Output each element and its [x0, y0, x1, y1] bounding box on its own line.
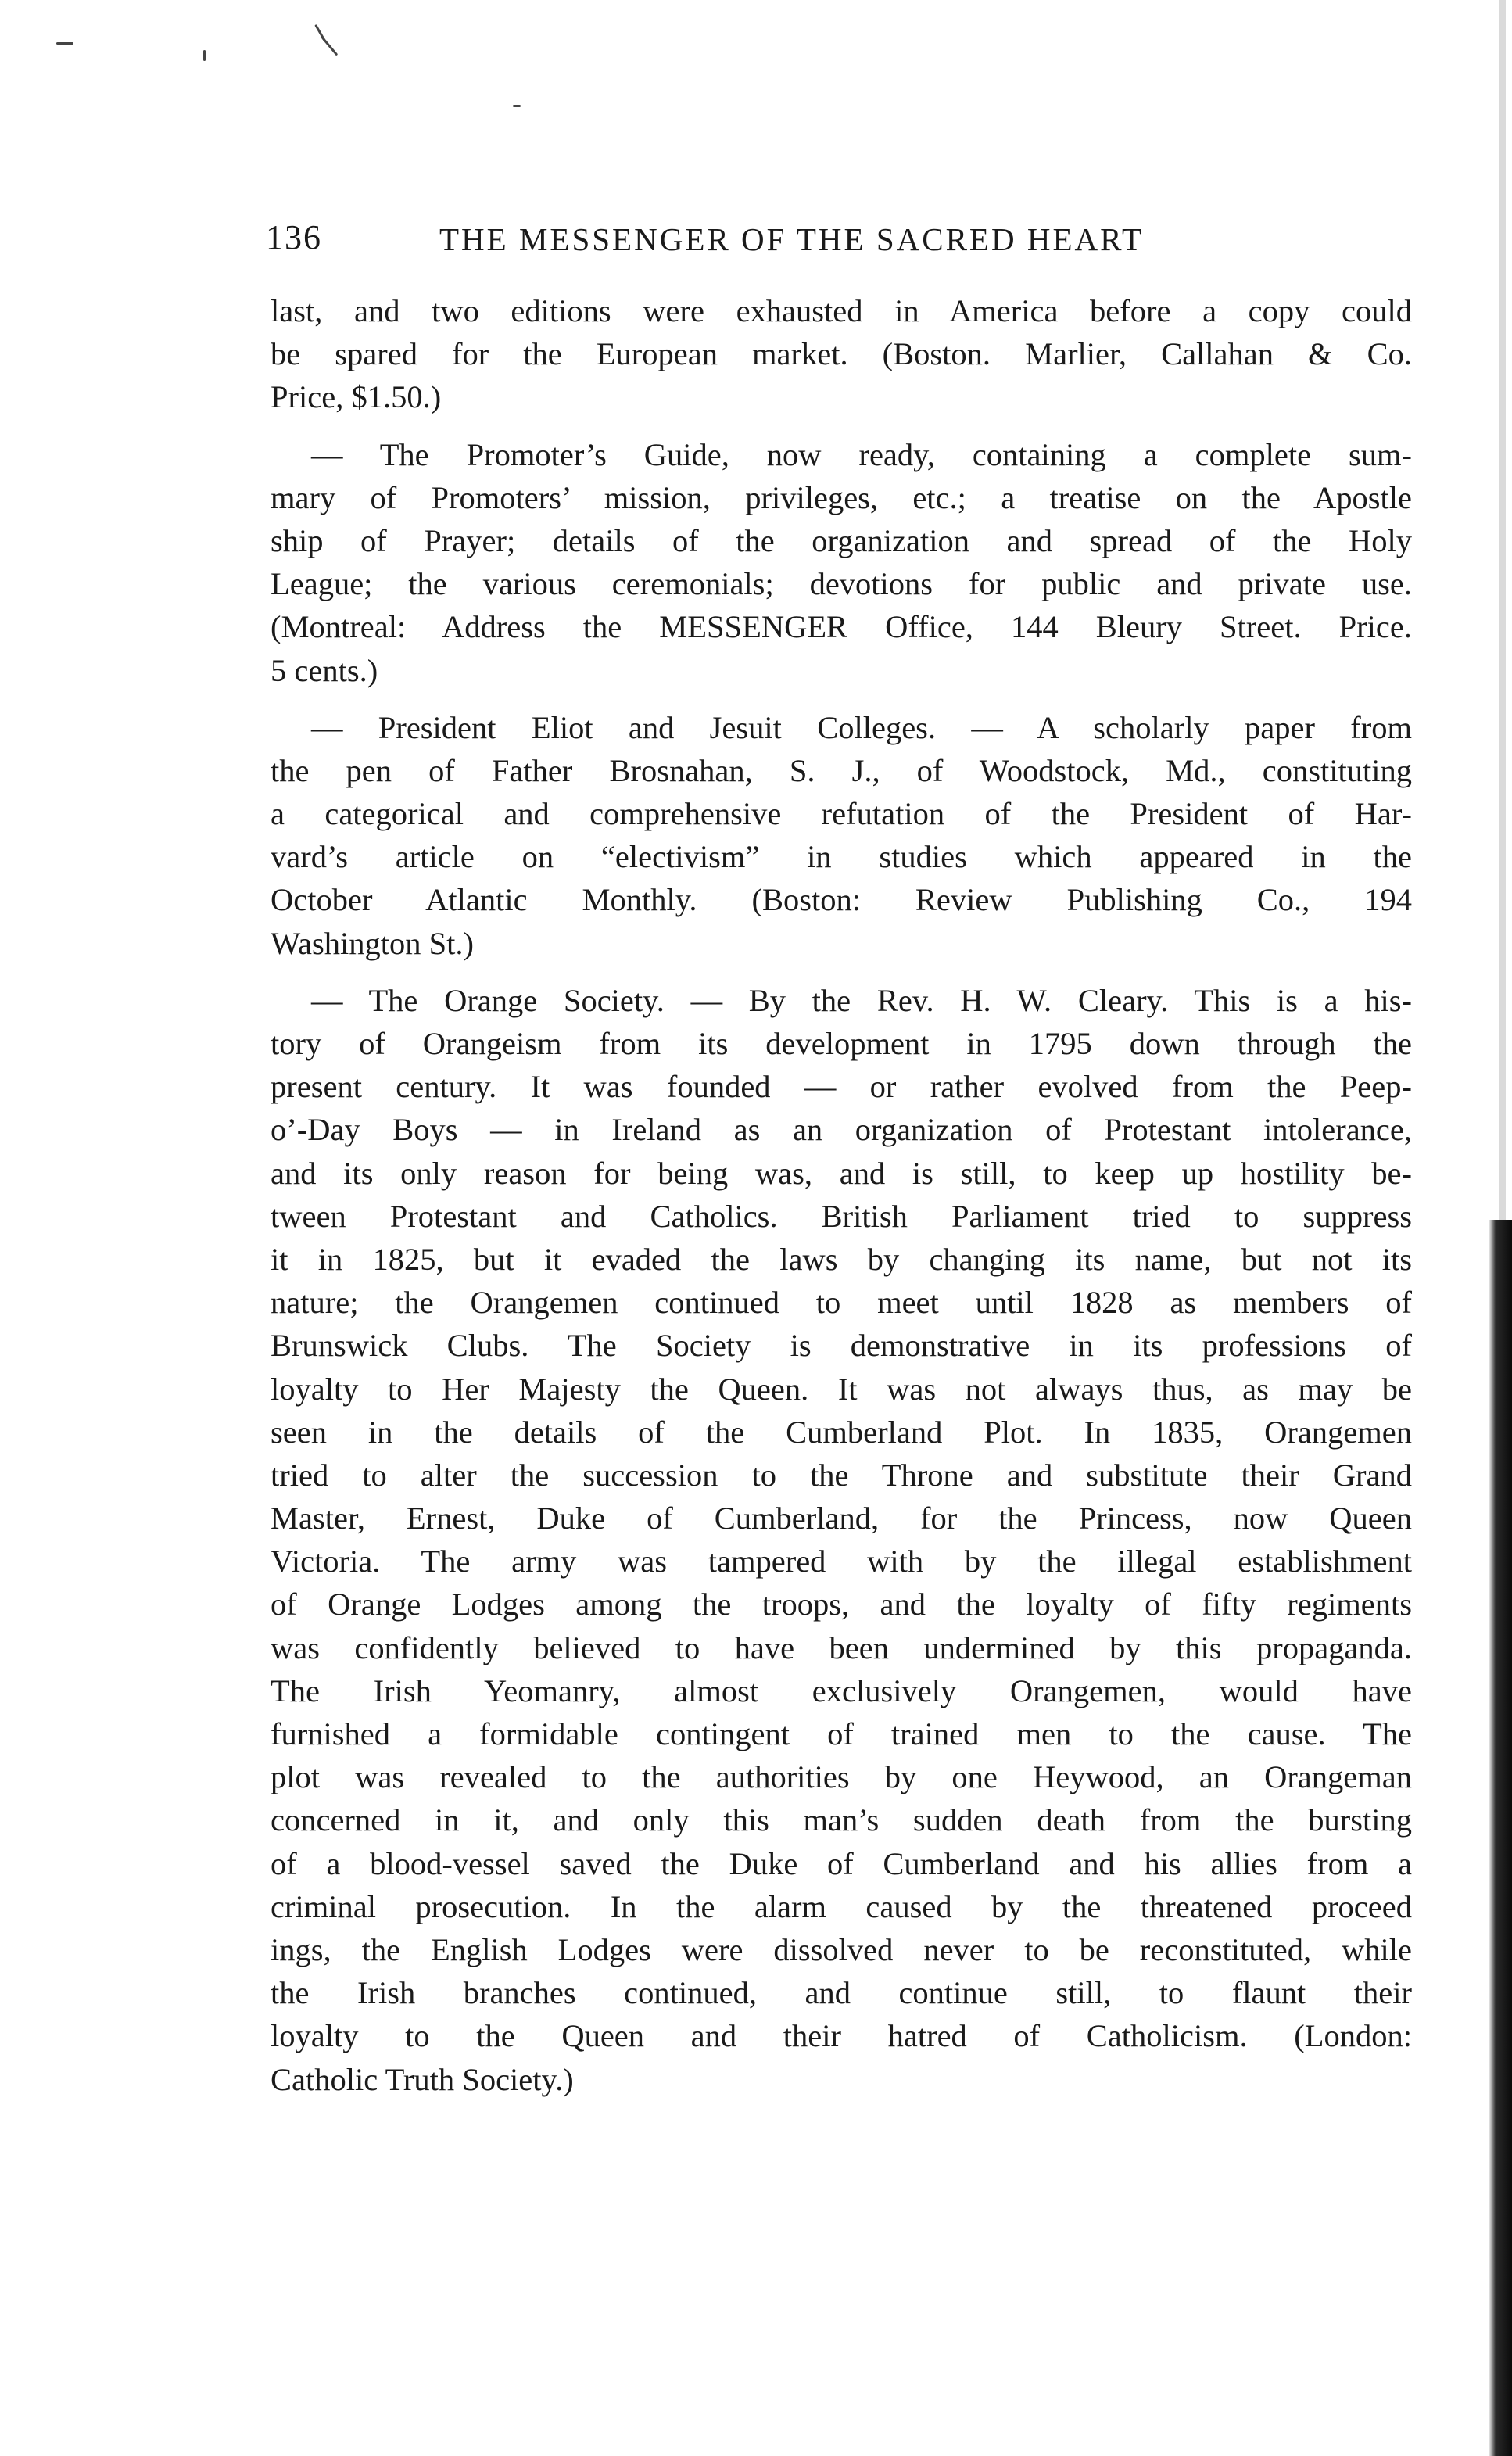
- text-line: Catholic Truth Society.): [271, 2061, 574, 2097]
- text-line: Brunswick Clubs. The Society is demonstrative in its professions of: [271, 1328, 1412, 1364]
- text-line: (Montreal: Address the MESSENGER Office, 144 Bleury Street. Price.: [271, 609, 1412, 645]
- text-line: tory of Orangeism from its development in 1795 down through the: [271, 1026, 1412, 1061]
- scan-speck: [56, 42, 73, 45]
- text-line: loyalty to the Queen and their hatred of Catholicism. (London:: [271, 2018, 1412, 2054]
- binding-shadow: [1489, 1220, 1512, 2456]
- text-line: the Irish branches continued, and continue still, to flaunt their: [271, 1975, 1412, 2011]
- text-line: ings, the English Lodges were dissolved never to be reconstituted, while: [271, 1931, 1412, 1967]
- text-line: The Irish Yeomanry, almost exclusively Orangemen, would have: [271, 1673, 1412, 1708]
- page-edge-shadow: [1499, 0, 1506, 1220]
- running-head: [266, 217, 1248, 264]
- text-line: loyalty to Her Majesty the Queen. It was not always thus, as may be: [271, 1371, 1412, 1407]
- running-title: THE MESSENGER OF THE SACRED HEART: [439, 221, 1145, 257]
- text-line: furnished a formidable contingent of trained men to the cause. The: [271, 1716, 1412, 1751]
- scan-speck: [321, 37, 339, 56]
- text-line: ship of Prayer; details of the organization and spread of the Holy: [271, 522, 1412, 558]
- text-line: last, and two editions were exhausted in America before a copy could: [271, 293, 1412, 328]
- text-line: plot was revealed to the authorities by one Heywood, an Orangeman: [271, 1759, 1412, 1795]
- text-line: the pen of Father Brosnahan, S. J., of Woodstock, Md., constituting: [271, 752, 1412, 788]
- text-line: tried to alter the succession to the Throne and substitute their Grand: [271, 1457, 1412, 1493]
- text-line: — The Promoter’s Guide, now ready, containing a complete sum-: [311, 436, 1412, 472]
- page-number: 136: [266, 218, 322, 256]
- text-line: was confidently believed to have been undermined by this propaganda.: [271, 1630, 1412, 1665]
- text-line: 5 cents.): [271, 652, 378, 688]
- text-line: a categorical and comprehensive refutation of the President of Har-: [271, 796, 1412, 832]
- text-line: Washington St.): [271, 925, 474, 961]
- text-line: seen in the details of the Cumberland Plot. In 1835, Orangemen: [271, 1414, 1412, 1450]
- text-line: of Orange Lodges among the troops, and the loyalty of fifty regiments: [271, 1587, 1412, 1622]
- text-line: Master, Ernest, Duke of Cumberland, for the Princess, now Queen: [271, 1500, 1412, 1536]
- text-line: o’-Day Boys — in Ireland as an organization of Protestant intolerance,: [271, 1112, 1412, 1148]
- text-line: nature; the Orangemen continued to meet until 1828 as members of: [271, 1285, 1412, 1321]
- text-line: it in 1825, but it evaded the laws by changing its name, but not its: [271, 1241, 1412, 1277]
- text-line: tween Protestant and Catholics. British Parliament tried to suppress: [271, 1198, 1412, 1234]
- text-line: League; the various ceremonials; devotions for public and private use.: [271, 566, 1412, 602]
- scan-speck: [513, 105, 521, 107]
- text-line: be spared for the European market. (Boston. Marlier, Callahan & Co.: [271, 336, 1412, 372]
- text-line: October Atlantic Monthly. (Boston: Review Publishing Co., 194: [271, 882, 1412, 918]
- text-line: present century. It was founded — or rather evolved from the Peep-: [271, 1069, 1412, 1105]
- text-line: Price, $1.50.): [271, 379, 442, 415]
- text-line: Victoria. The army was tampered with by the illegal establishment: [271, 1544, 1412, 1579]
- text-line: concerned in it, and only this man’s sudden death from the bursting: [271, 1802, 1412, 1838]
- text-line: mary of Promoters’ mission, privileges, etc.; a treatise on the Apostle: [271, 479, 1412, 515]
- text-line: — President Eliot and Jesuit Colleges. — A scholarly paper from: [311, 709, 1412, 745]
- text-line: of a blood-vessel saved the Duke of Cumberland and his allies from a: [271, 1845, 1412, 1881]
- text-line: — The Orange Society. — By the Rev. H. W. Cleary. This is a his-: [311, 982, 1412, 1018]
- body-text: [271, 289, 1412, 2101]
- text-line: vard’s article on “electivism” in studies which appeared in the: [271, 839, 1412, 875]
- scan-speck: [203, 50, 206, 61]
- text-line: and its only reason for being was, and is still, to keep up hostility be-: [271, 1155, 1412, 1191]
- text-line: criminal prosecution. In the alarm caused by the threatened proceed: [271, 1888, 1412, 1924]
